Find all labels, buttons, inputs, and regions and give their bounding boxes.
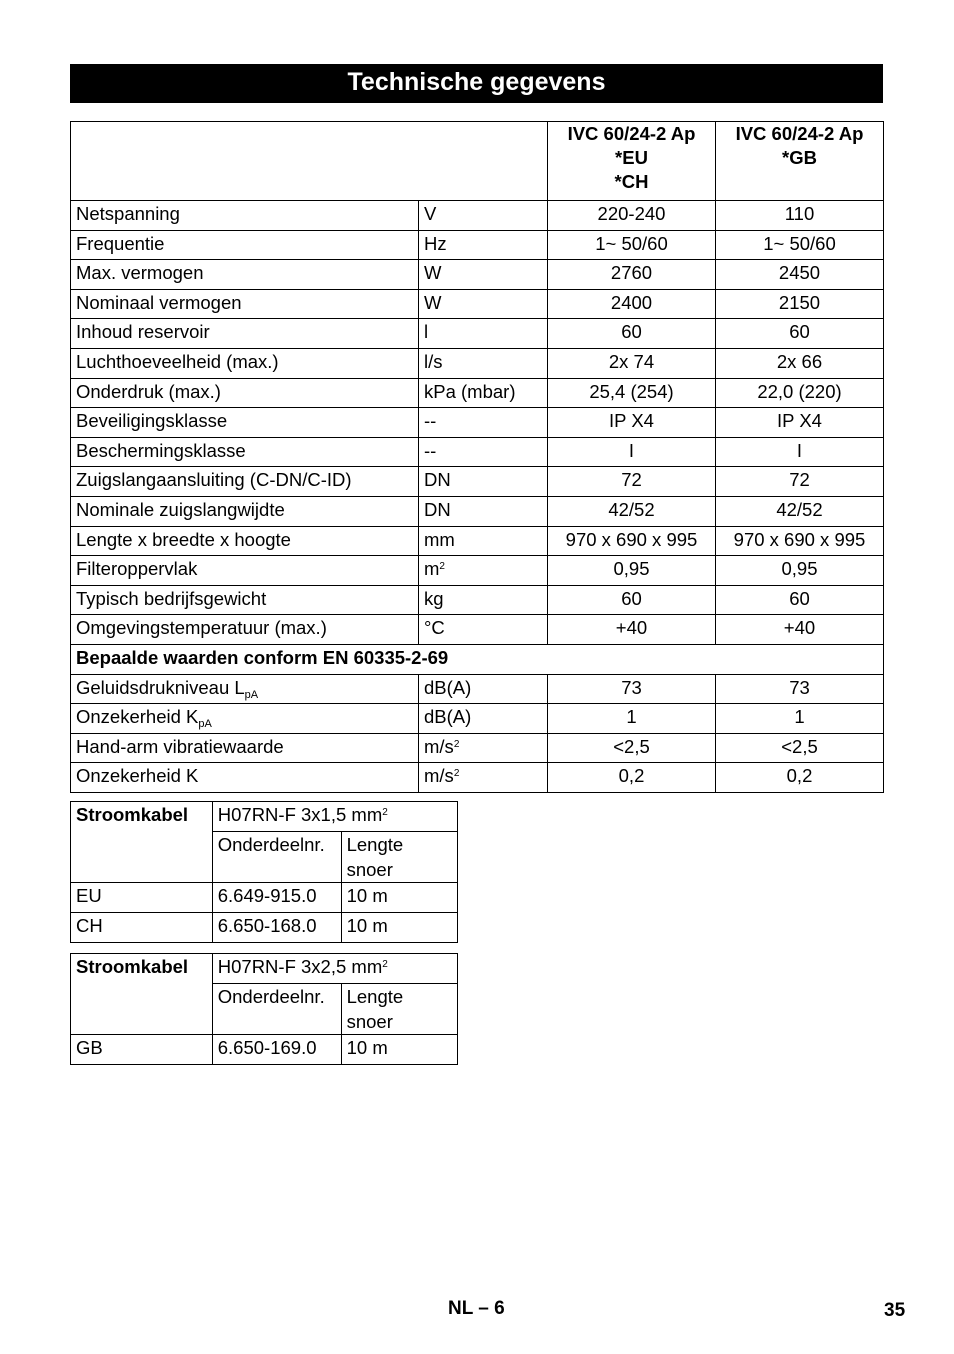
value-eu-ch: 970 x 690 x 995 bbox=[548, 526, 716, 556]
spec-row bbox=[71, 230, 884, 260]
spec-row bbox=[71, 319, 884, 349]
model-name: IVC 60/24-2 Ap bbox=[735, 123, 864, 144]
unit-text: m/s bbox=[424, 765, 454, 787]
footer-language: NL bbox=[448, 1298, 473, 1319]
spec-row bbox=[71, 437, 884, 467]
header-model-eu-ch bbox=[548, 122, 716, 201]
label-text: Omgevingstemperatuur (max.) bbox=[76, 617, 327, 639]
value-gb: 42/52 bbox=[716, 496, 884, 526]
section-heading-row bbox=[71, 644, 884, 674]
table-header-row bbox=[71, 122, 884, 201]
spec-row bbox=[71, 674, 884, 704]
unit-text: -- bbox=[424, 439, 437, 461]
unit-text: dB(A) bbox=[424, 706, 472, 728]
section-title: Bepaalde waarden conform EN 60335-2-69 bbox=[71, 644, 884, 674]
cable-part-number: 6.650-168.0 bbox=[212, 913, 341, 943]
spec-row bbox=[71, 733, 884, 763]
value-eu-ch: 42/52 bbox=[548, 496, 716, 526]
label-text: Lengte x breedte x hoogte bbox=[76, 528, 291, 550]
row-label bbox=[71, 496, 419, 526]
spec-row bbox=[71, 526, 884, 556]
footer-section-label bbox=[448, 1298, 505, 1320]
label-subscript: pA bbox=[244, 688, 259, 701]
row-label bbox=[71, 408, 419, 438]
row-label bbox=[71, 260, 419, 290]
row-label bbox=[71, 378, 419, 408]
row-unit bbox=[419, 260, 548, 290]
label-text: Netspanning bbox=[76, 203, 180, 224]
row-unit bbox=[419, 585, 548, 615]
value-eu-ch: 1~ 50/60 bbox=[548, 230, 716, 260]
value-gb: IP X4 bbox=[716, 408, 884, 438]
cable-heading: Stroomkabel bbox=[71, 802, 213, 883]
row-label bbox=[71, 526, 419, 556]
value-gb: 60 bbox=[716, 585, 884, 615]
cable-region: GB bbox=[71, 1035, 213, 1065]
value-eu-ch: 2x 74 bbox=[548, 348, 716, 378]
unit-text: Hz bbox=[424, 232, 447, 254]
model-variant: *GB bbox=[782, 147, 817, 168]
model-variant: *CH bbox=[614, 171, 649, 192]
row-unit bbox=[419, 230, 548, 260]
unit-text: m bbox=[424, 558, 440, 580]
value-eu-ch: I bbox=[548, 437, 716, 467]
row-unit bbox=[419, 348, 548, 378]
spec-row bbox=[71, 763, 884, 793]
value-gb: +40 bbox=[716, 615, 884, 645]
cable-length: 10 m bbox=[341, 913, 457, 943]
value-gb: 73 bbox=[716, 674, 884, 704]
power-cable-table-2 bbox=[70, 953, 458, 1065]
label-text: Frequentie bbox=[76, 232, 165, 254]
row-label bbox=[71, 763, 419, 793]
unit-text: W bbox=[424, 291, 442, 313]
technical-data-table bbox=[70, 121, 884, 793]
row-unit bbox=[419, 467, 548, 497]
unit-text: mm bbox=[424, 528, 455, 550]
row-label bbox=[71, 467, 419, 497]
value-gb: 110 bbox=[716, 201, 884, 231]
value-eu-ch: 2400 bbox=[548, 289, 716, 319]
row-label bbox=[71, 585, 419, 615]
value-eu-ch: 220-240 bbox=[548, 201, 716, 231]
label-text: Beveiligingsklasse bbox=[76, 410, 228, 432]
value-gb: I bbox=[716, 437, 884, 467]
label-text: Luchthoeveelheid (max.) bbox=[76, 350, 279, 372]
label-text: Zuigslangaansluiting (C-DN/C-ID) bbox=[76, 469, 352, 491]
row-unit bbox=[419, 408, 548, 438]
cable-type-superscript: 2 bbox=[382, 807, 388, 818]
label-text: Nominale zuigslangwijdte bbox=[76, 498, 285, 520]
cable-length: 10 m bbox=[341, 883, 457, 913]
value-eu-ch: 60 bbox=[548, 585, 716, 615]
value-eu-ch: 2760 bbox=[548, 260, 716, 290]
unit-text: l bbox=[424, 321, 429, 343]
unit-text: °C bbox=[424, 617, 445, 639]
row-unit bbox=[419, 378, 548, 408]
spec-row bbox=[71, 289, 884, 319]
row-label bbox=[71, 733, 419, 763]
value-gb: 970 x 690 x 995 bbox=[716, 526, 884, 556]
row-label bbox=[71, 615, 419, 645]
label-text: Max. vermogen bbox=[76, 262, 204, 284]
row-unit bbox=[419, 437, 548, 467]
unit-text: V bbox=[424, 203, 437, 224]
cable-region: CH bbox=[71, 913, 213, 943]
value-eu-ch: 0,95 bbox=[548, 556, 716, 586]
value-gb: 0,95 bbox=[716, 556, 884, 586]
spec-row bbox=[71, 348, 884, 378]
cable-row bbox=[71, 1035, 458, 1065]
unit-text: W bbox=[424, 262, 442, 284]
value-gb: 2x 66 bbox=[716, 348, 884, 378]
row-unit bbox=[419, 763, 548, 793]
unit-superscript: 2 bbox=[453, 738, 460, 750]
spec-row bbox=[71, 378, 884, 408]
spec-row bbox=[71, 704, 884, 734]
value-eu-ch: 73 bbox=[548, 674, 716, 704]
power-cable-table-1 bbox=[70, 801, 458, 943]
value-eu-ch: <2,5 bbox=[548, 733, 716, 763]
label-text: Onderdruk (max.) bbox=[76, 380, 221, 402]
value-eu-ch: 72 bbox=[548, 467, 716, 497]
value-eu-ch: 0,2 bbox=[548, 763, 716, 793]
value-eu-ch: IP X4 bbox=[548, 408, 716, 438]
label-text: Filteroppervlak bbox=[76, 558, 198, 580]
unit-text: kg bbox=[424, 587, 444, 609]
spec-row bbox=[71, 201, 884, 231]
cable-type bbox=[212, 954, 457, 984]
row-unit bbox=[419, 289, 548, 319]
label-text: Nominaal vermogen bbox=[76, 291, 242, 313]
row-unit bbox=[419, 526, 548, 556]
value-gb: 2150 bbox=[716, 289, 884, 319]
spec-row bbox=[71, 496, 884, 526]
unit-text: DN bbox=[424, 498, 451, 520]
row-unit bbox=[419, 201, 548, 231]
footer-local-page: – 6 bbox=[478, 1298, 505, 1319]
value-gb: 60 bbox=[716, 319, 884, 349]
model-name: IVC 60/24-2 Ap bbox=[567, 123, 696, 144]
cable-type-text: H07RN-F 3x2,5 mm bbox=[217, 956, 383, 977]
row-label bbox=[71, 230, 419, 260]
cable-length-header: Lengte snoer bbox=[341, 832, 457, 883]
value-gb: 0,2 bbox=[716, 763, 884, 793]
row-unit bbox=[419, 496, 548, 526]
cable-type-row bbox=[71, 802, 458, 832]
cable-type-row bbox=[71, 954, 458, 984]
spec-row bbox=[71, 615, 884, 645]
label-text: Hand-arm vibratiewaarde bbox=[76, 735, 284, 757]
unit-text: DN bbox=[424, 469, 451, 491]
cable-row bbox=[71, 913, 458, 943]
row-unit bbox=[419, 319, 548, 349]
row-label bbox=[71, 556, 419, 586]
row-label bbox=[71, 319, 419, 349]
row-label bbox=[71, 289, 419, 319]
page-title: Technische gegevens bbox=[70, 64, 883, 103]
value-eu-ch: +40 bbox=[548, 615, 716, 645]
spec-row bbox=[71, 408, 884, 438]
row-unit bbox=[419, 556, 548, 586]
value-eu-ch: 25,4 (254) bbox=[548, 378, 716, 408]
spec-row bbox=[71, 585, 884, 615]
cable-part-number: 6.650-169.0 bbox=[212, 1035, 341, 1065]
row-label bbox=[71, 201, 419, 231]
row-unit bbox=[419, 615, 548, 645]
row-label bbox=[71, 437, 419, 467]
cable-type-text: H07RN-F 3x1,5 mm bbox=[217, 804, 383, 825]
value-gb: 22,0 (220) bbox=[716, 378, 884, 408]
unit-superscript: 2 bbox=[453, 768, 460, 780]
row-label bbox=[71, 674, 419, 704]
cable-row bbox=[71, 883, 458, 913]
value-gb: 1~ 50/60 bbox=[716, 230, 884, 260]
label-text: Onzekerheid K bbox=[76, 765, 199, 787]
row-label bbox=[71, 704, 419, 734]
label-text: Inhoud reservoir bbox=[76, 321, 210, 343]
label-text: Geluidsdrukniveau L bbox=[76, 676, 245, 698]
unit-superscript: 2 bbox=[439, 561, 445, 573]
row-label bbox=[71, 348, 419, 378]
label-text: Onzekerheid K bbox=[76, 706, 199, 728]
row-unit bbox=[419, 674, 548, 704]
cable-length: 10 m bbox=[341, 1035, 457, 1065]
cable-length-header: Lengte snoer bbox=[341, 984, 457, 1035]
value-gb: 72 bbox=[716, 467, 884, 497]
value-gb: <2,5 bbox=[716, 733, 884, 763]
unit-text: kPa (mbar) bbox=[424, 380, 516, 402]
page-number: 35 bbox=[884, 1300, 906, 1321]
row-unit bbox=[419, 704, 548, 734]
unit-text: m/s bbox=[424, 735, 454, 757]
part-number-header: Onderdeelnr. bbox=[212, 984, 341, 1035]
cable-region: EU bbox=[71, 883, 213, 913]
unit-text: l/s bbox=[424, 350, 443, 372]
unit-text: dB(A) bbox=[424, 676, 472, 698]
header-empty-cell bbox=[71, 122, 548, 201]
model-variant: *EU bbox=[615, 147, 648, 168]
header-model-gb bbox=[716, 122, 884, 201]
part-number-header: Onderdeelnr. bbox=[212, 832, 341, 883]
label-text: Beschermingsklasse bbox=[76, 439, 246, 461]
value-eu-ch: 60 bbox=[548, 319, 716, 349]
cable-type-superscript: 2 bbox=[382, 959, 388, 970]
spec-row bbox=[71, 467, 884, 497]
unit-text: -- bbox=[424, 410, 437, 432]
value-gb: 2450 bbox=[716, 260, 884, 290]
spec-row bbox=[71, 556, 884, 586]
cable-type bbox=[212, 802, 457, 832]
cable-heading: Stroomkabel bbox=[71, 954, 213, 1035]
label-subscript: pA bbox=[198, 718, 212, 731]
value-gb: 1 bbox=[716, 704, 884, 734]
row-unit bbox=[419, 733, 548, 763]
value-eu-ch: 1 bbox=[548, 704, 716, 734]
spec-row bbox=[71, 260, 884, 290]
cable-part-number: 6.649-915.0 bbox=[212, 883, 341, 913]
label-text: Typisch bedrijfsgewicht bbox=[76, 587, 267, 609]
